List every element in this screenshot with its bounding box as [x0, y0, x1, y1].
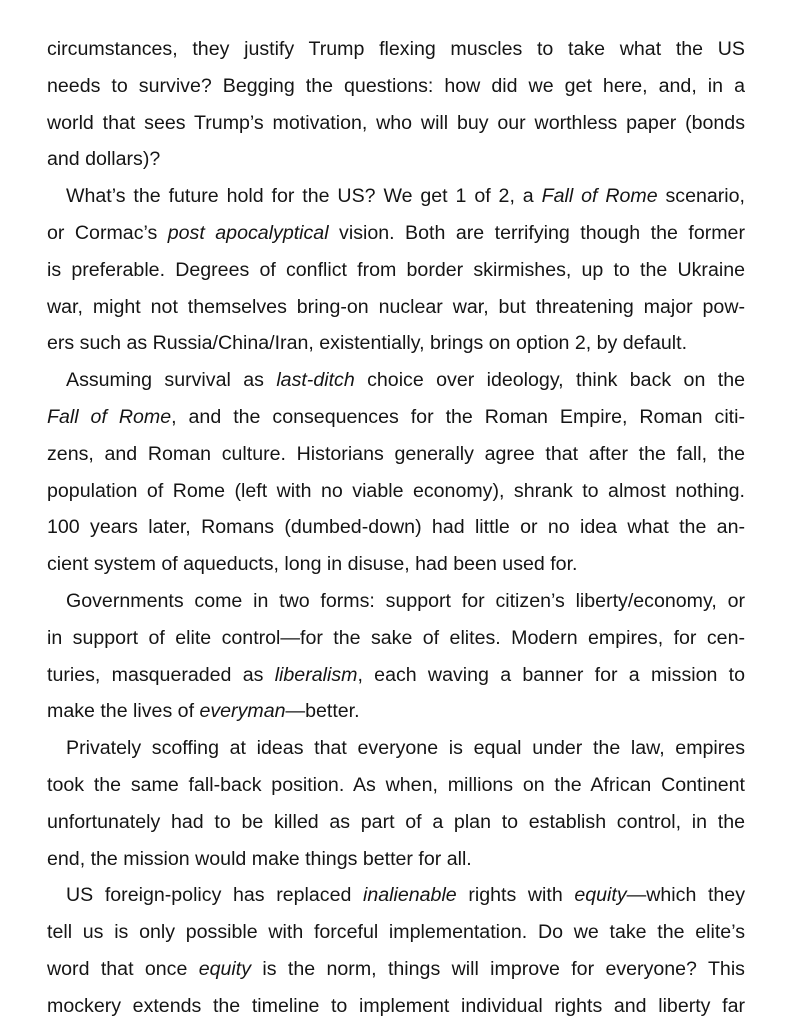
paragraph	[47, 877, 745, 1024]
text-run: What’s the future hold for the US? We get 1 of 2, a	[66, 185, 542, 208]
text-run: world that sees Trump’s motivation, who will buy our worthless paper (bonds	[47, 111, 745, 134]
text-line	[47, 473, 745, 510]
text-line	[47, 68, 745, 105]
text-line	[47, 804, 745, 841]
italic-text: post apocalyptical	[167, 221, 329, 244]
text-run: rights with	[456, 884, 575, 907]
paragraph	[47, 362, 745, 583]
text-run: circumstances, they justify Trump flexing muscles to take what the US	[47, 38, 745, 60]
text-line	[47, 988, 745, 1025]
italic-text: everyman	[199, 700, 286, 723]
text-run: , and the consequences for the Roman Empire, Roman citi-	[171, 405, 745, 428]
text-run: in support of elite control—for the sake of elites. Modern empires, for cen-	[47, 626, 745, 649]
text-run: is the norm, things will improve for everyone? This	[251, 957, 745, 980]
italic-text: equity	[574, 884, 627, 907]
text-run: —better.	[285, 700, 360, 723]
text-line	[47, 693, 745, 730]
text-run: —which they	[626, 884, 745, 907]
text-line	[47, 841, 745, 878]
text-line	[47, 657, 745, 694]
italic-text: last-ditch	[276, 369, 355, 392]
text-run: tell us is only possible with forceful implementation. Do we take the elite’s	[47, 921, 745, 944]
paragraph	[47, 178, 745, 362]
text-run: is preferable. Degrees of conflict from border skirmishes, up to the Ukraine	[47, 258, 745, 281]
italic-text: liberalism	[274, 663, 358, 686]
text-line	[47, 141, 745, 178]
text-line	[47, 289, 745, 326]
text-run: US foreign-policy has replaced	[66, 884, 364, 907]
text-run: took the same fall-back position. As when, millions on the African Continent	[47, 773, 745, 796]
text-line	[47, 767, 745, 804]
text-run: end, the mission would make things better for all.	[47, 847, 472, 870]
text-run: ers such as Russia/China/Iran, existentially, brings on option 2, by default.	[47, 332, 688, 355]
text-run: , each waving a banner for a mission to	[357, 663, 745, 686]
text-line	[47, 215, 745, 252]
text-run: cient system of aqueducts, long in disuse, had been used for.	[47, 553, 578, 576]
text-line	[47, 252, 745, 289]
text-run: word that once	[47, 957, 199, 980]
text-line	[47, 31, 745, 68]
text-run: vision. Both are terrifying though the former	[328, 221, 745, 244]
text-line	[47, 620, 745, 657]
text-run: choice over ideology, think back on the	[354, 369, 745, 392]
text-run: unfortunately had to be killed as part of a plan to establish control, in the	[47, 810, 745, 833]
paragraph	[47, 730, 745, 877]
text-run: turies, masqueraded as	[47, 663, 275, 686]
text-line	[47, 436, 745, 473]
text-run: Privately scoffing at ideas that everyone is equal under the law, empires	[66, 737, 745, 760]
text-run: mockery extends the timeline to implement individual rights and liberty far	[47, 994, 745, 1017]
text-run: zens, and Roman culture. Historians generally agree that after the fall, the	[47, 442, 745, 465]
text-run: war, might not themselves bring-on nuclear war, but threatening major pow-	[47, 295, 745, 318]
text-line	[47, 178, 745, 215]
text-line	[47, 509, 745, 546]
text-line	[47, 951, 745, 988]
text-run: make the lives of	[47, 700, 200, 723]
italic-text: equity	[198, 957, 252, 980]
italic-text: Fall of Rome	[47, 405, 172, 428]
text-line	[47, 730, 745, 767]
text-line	[47, 914, 745, 951]
text-run: needs to survive? Begging the questions: how did we get here, and, in a	[47, 74, 745, 97]
paragraph	[47, 31, 745, 178]
text-run: and dollars)?	[47, 148, 161, 171]
document-page	[47, 31, 745, 1025]
text-line	[47, 546, 745, 583]
italic-text: Fall of Rome	[541, 185, 658, 208]
italic-text: inalienable	[363, 884, 457, 907]
text-line	[47, 362, 745, 399]
text-line	[47, 583, 745, 620]
text-run: population of Rome (left with no viable economy), shrank to almost nothing.	[47, 479, 745, 502]
text-run: scenario,	[657, 185, 745, 208]
text-line	[47, 325, 745, 362]
text-line	[47, 399, 745, 436]
text-line	[47, 105, 745, 142]
paragraph	[47, 583, 745, 730]
text-run: 100 years later, Romans (dumbed-down) had little or no idea what the an-	[47, 516, 745, 539]
text-run: Governments come in two forms: support for citizen’s liberty/economy, or	[66, 589, 745, 612]
text-run: Assuming survival as	[66, 369, 277, 392]
text-line	[47, 877, 745, 914]
text-run: or Cormac’s	[47, 221, 168, 244]
